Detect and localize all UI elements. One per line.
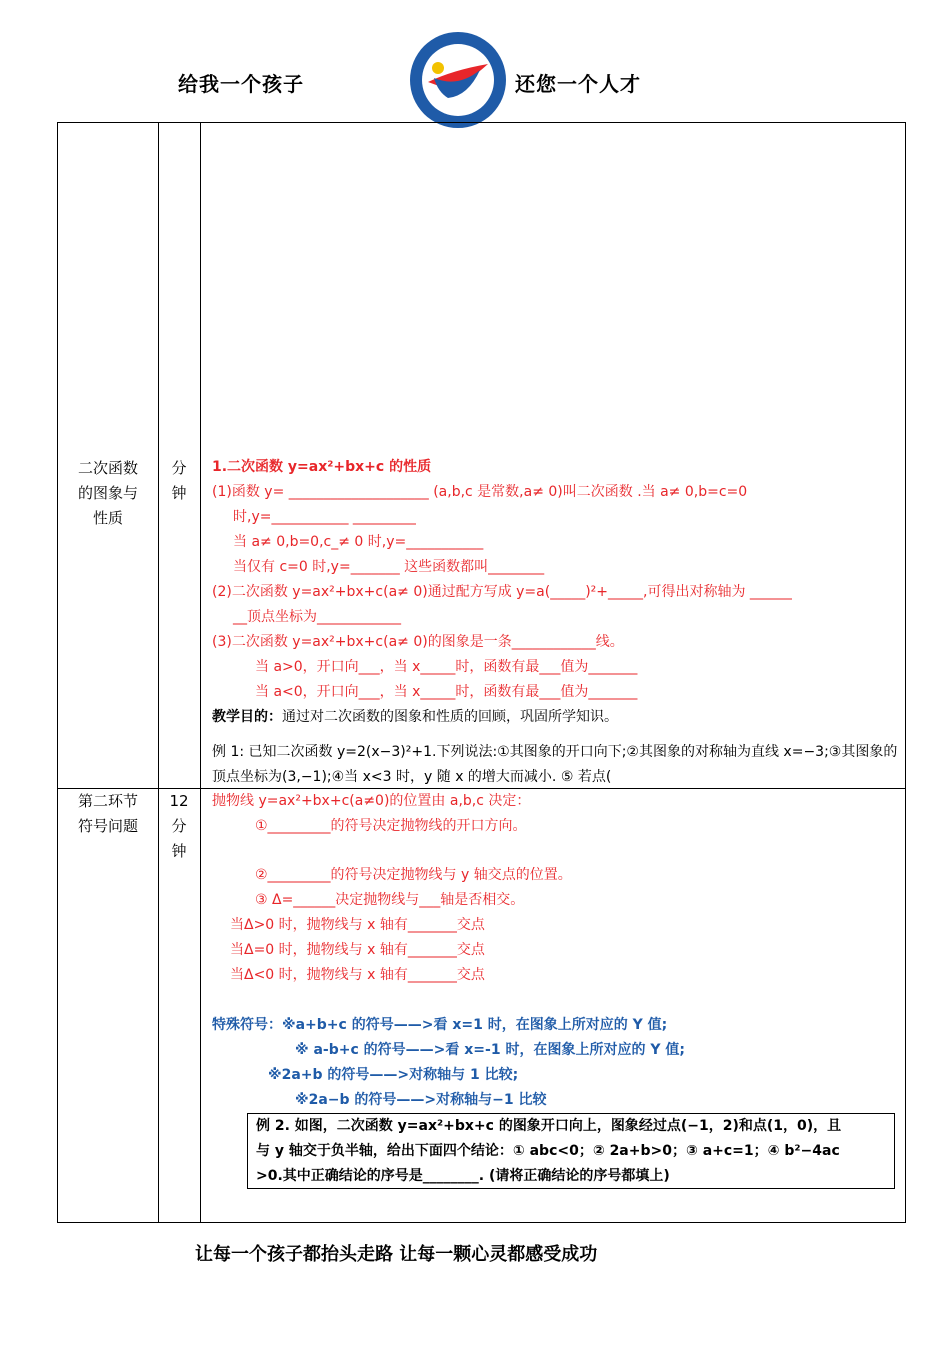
row2-line-1: 抛物线 y=ax²+bx+c(a≠0)的位置由 a,b,c 决定：	[212, 793, 531, 809]
row1-line-7: __顶点坐标为____________	[233, 609, 401, 625]
footer-slogan: 让每一个孩子都抬头走路 让每一颗心灵都感受成功	[195, 1244, 598, 1265]
special-signs-line-4: ※2a−b 的符号——>对称轴与−1 比较	[295, 1092, 547, 1108]
header-slogan-right: 还您一个人才	[515, 72, 641, 96]
row2-line-4: ③ Δ=______决定抛物线与___轴是否相交。	[255, 892, 525, 908]
row2-title: 第二环节 符号问题	[77, 792, 138, 835]
teaching-goal: 教学目的：通过对二次函数的图象和性质的回顾，巩固所学知识。	[212, 709, 618, 725]
row1-time: 分 钟	[171, 459, 187, 502]
logo-sun	[432, 62, 444, 74]
school-logo	[408, 30, 508, 130]
row1-line-2: (1)函数 y= ____________________ (a,b,c 是常数,a≠ 0)叫二次函数 .当 a≠ 0,b=c=0	[212, 484, 748, 500]
special-signs-line-2: ※ a-b+c 的符号——>看 x=-1 时，在图象上所对应的 Y 值;	[295, 1042, 685, 1058]
row1-line-4: 当 a≠ 0,b=0,c_≠ 0 时,y=___________	[233, 534, 484, 550]
row1-line-8: (3)二次函数 y=ax²+bx+c(a≠ 0)的图象是一条____________线。	[212, 634, 624, 650]
row2-line-6: 当Δ=0 时，抛物线与 x 轴有_______交点	[230, 942, 485, 958]
special-signs-line-3: ※2a+b 的符号——>对称轴与 1 比较;	[268, 1067, 519, 1083]
row2-line-2: ①_________的符号决定抛物线的开口方向。	[255, 818, 527, 834]
example-2-line-3: >0.其中正确结论的序号是________. (请将正确结论的序号都填上)	[256, 1168, 670, 1184]
row1-line-10: 当 a<0，开口向___，当 x_____时，函数有最___值为_______	[255, 684, 638, 700]
example-2-box	[247, 1113, 895, 1189]
header-slogan-left: 给我一个孩子	[178, 72, 304, 96]
example-1: 例 1: 已知二次函数 y=2(x−3)²+1.下列说法:①其图象的开口向下;②其图象的对称轴为直线 x=−3;③其图象的顶点坐标为(3,−1);④当 x<3 时，y 随 x 的增大而减小. ⑤ 若点(	[212, 744, 898, 785]
example-2-line-2: 与 y 轴交于负半轴，给出下面四个结论：① abc<0；② 2a+b>0；③ a+c=1；④ b²−4ac	[256, 1143, 840, 1159]
example-2-line-1: 例 2. 如图，二次函数 y=ax²+bx+c 的图象开口向上，图象经过点(−1，2)和点(1，0)，且	[256, 1118, 842, 1134]
row1-line-3: 时,y=___________ _________	[233, 509, 416, 525]
row1-line-9: 当 a>0，开口向___，当 x_____时，函数有最___值为_______	[255, 659, 638, 675]
row2-line-7: 当Δ<0 时，抛物线与 x 轴有_______交点	[230, 967, 485, 983]
row1-line-5: 当仅有 c=0 时,y=_______ 这些函数都叫________	[233, 559, 545, 575]
row2-line-5: 当Δ>0 时，抛物线与 x 轴有_______交点	[230, 917, 485, 933]
row1-title: 二次函数 的图象与 性质	[77, 459, 138, 527]
special-signs-line-1: 特殊符号：※a+b+c 的符号——>看 x=1 时，在图象上所对应的 Y 值;	[212, 1017, 668, 1033]
row1-line-1: 1.二次函数 y=ax²+bx+c 的性质	[212, 459, 432, 475]
row2-time: 12 分 钟	[169, 792, 189, 860]
row2-line-3: ②_________的符号决定抛物线与 y 轴交点的位置。	[255, 867, 572, 883]
row1-line-6: (2)二次函数 y=ax²+bx+c(a≠ 0)通过配方写成 y=a(_____)²+_____,可得出对称轴为 ______	[212, 584, 792, 600]
